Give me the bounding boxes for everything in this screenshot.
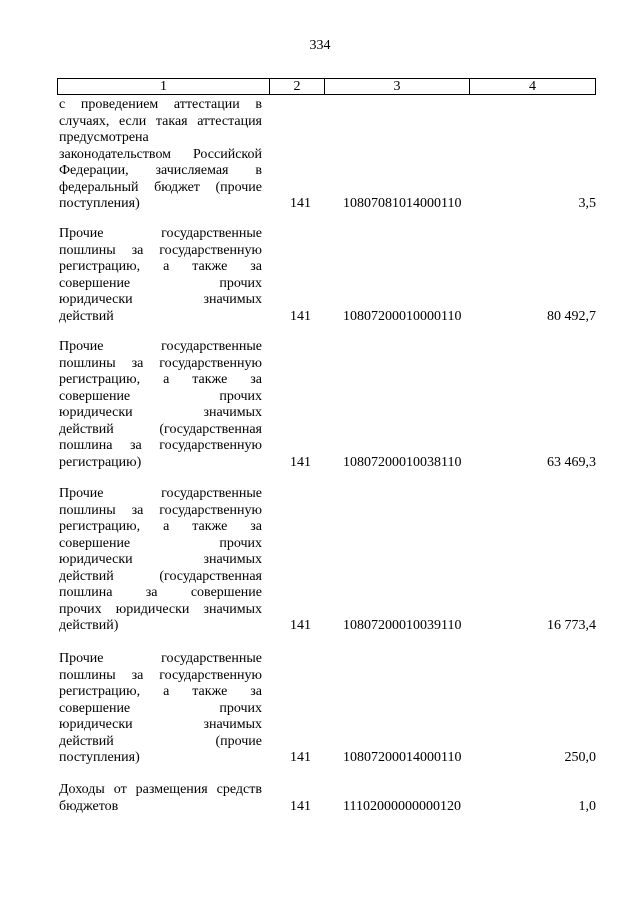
description-line: юридически значимых [59,405,262,420]
budget-code-cell: 10807200010038110 [343,454,462,470]
budget-code-cell: 10807200010000110 [343,308,462,324]
row-description [59,486,262,635]
admin-code-cell: 141 [290,196,311,211]
description-line: пошлина за государственную [59,438,262,453]
description-line: юридически значимых [59,552,262,567]
description-line: поступления) [59,750,140,765]
header-col-4: 4 [529,79,536,94]
budget-code-cell: 10807081014000110 [343,196,462,211]
description-line: регистрацию, а также за [59,372,262,387]
description-line: Прочие государственные [59,226,262,241]
row-description [59,782,262,815]
description-line: регистрацию, а также за [59,684,262,699]
description-line: совершение прочих [59,700,262,716]
table-row [57,226,596,325]
admin-code-cell: 141 [290,308,311,324]
admin-code-cell: 141 [290,454,311,470]
row-description [59,226,262,325]
page-number: 334 [309,38,331,53]
budget-code-cell: 11102000000000120 [343,798,461,814]
description-line: с проведением аттестации в [59,97,262,112]
table-row [57,651,596,767]
header-col-2: 2 [270,79,325,94]
description-line: совершение прочих [59,535,262,551]
description-line: совершение прочих [59,275,262,291]
description-line: действий [59,308,114,324]
amount-cell: 1,0 [578,798,596,814]
description-line: пошлины за государственную [59,502,262,518]
description-line: Прочие государственные [59,486,262,501]
table-row [57,97,596,213]
amount-cell: 3,5 [578,196,596,211]
description-line: случаях, если такая аттестация [59,113,262,129]
admin-code-cell: 141 [290,618,311,633]
description-line: законодательством Российской [59,146,262,162]
admin-code-cell: 141 [290,750,311,765]
admin-code-cell: 141 [290,798,311,814]
budget-code-cell: 10807200010039110 [343,618,462,633]
description-line: предусмотрена [59,130,149,145]
amount-cell: 250,0 [564,750,596,765]
description-line: пошлины за государственную [59,355,262,371]
row-description [59,339,262,471]
description-line: юридически значимых [59,717,262,732]
description-line: юридически значимых [59,292,262,307]
table-header [57,78,596,95]
description-line: Доходы от размещения средств [59,782,262,797]
description-line: Федерации, зачисляемая в [59,163,262,178]
description-line: пошлины за государственную [59,242,262,258]
amount-cell: 80 492,7 [547,308,596,324]
description-line: бюджетов [59,798,119,814]
description-line: Прочие государственные [59,339,262,354]
description-line: действий (государственная [59,421,262,437]
description-line: прочих юридически значимых [59,601,262,617]
table-row [57,486,596,635]
description-line: пошлина за совершение [59,585,262,600]
description-line: Прочие государственные [59,651,262,666]
description-line: поступления) [59,196,140,211]
description-line: федеральный бюджет (прочие [59,179,262,195]
description-line: регистрацию, а также за [59,259,262,274]
amount-cell: 16 773,4 [547,618,596,633]
description-line: регистрацию, а также за [59,519,262,534]
header-col-1: 1 [58,79,270,94]
row-description [59,651,262,767]
description-line: действий (прочие [59,733,262,749]
header-col-3: 3 [325,79,470,94]
description-line: действий) [59,618,119,633]
description-line: пошлины за государственную [59,667,262,683]
description-line: регистрацию) [59,454,142,470]
table-row [57,782,596,815]
table-row [57,339,596,471]
description-line: действий (государственная [59,568,262,584]
description-line: совершение прочих [59,388,262,404]
amount-cell: 63 469,3 [547,454,596,470]
budget-code-cell: 10807200014000110 [343,750,462,765]
row-description [59,97,262,213]
